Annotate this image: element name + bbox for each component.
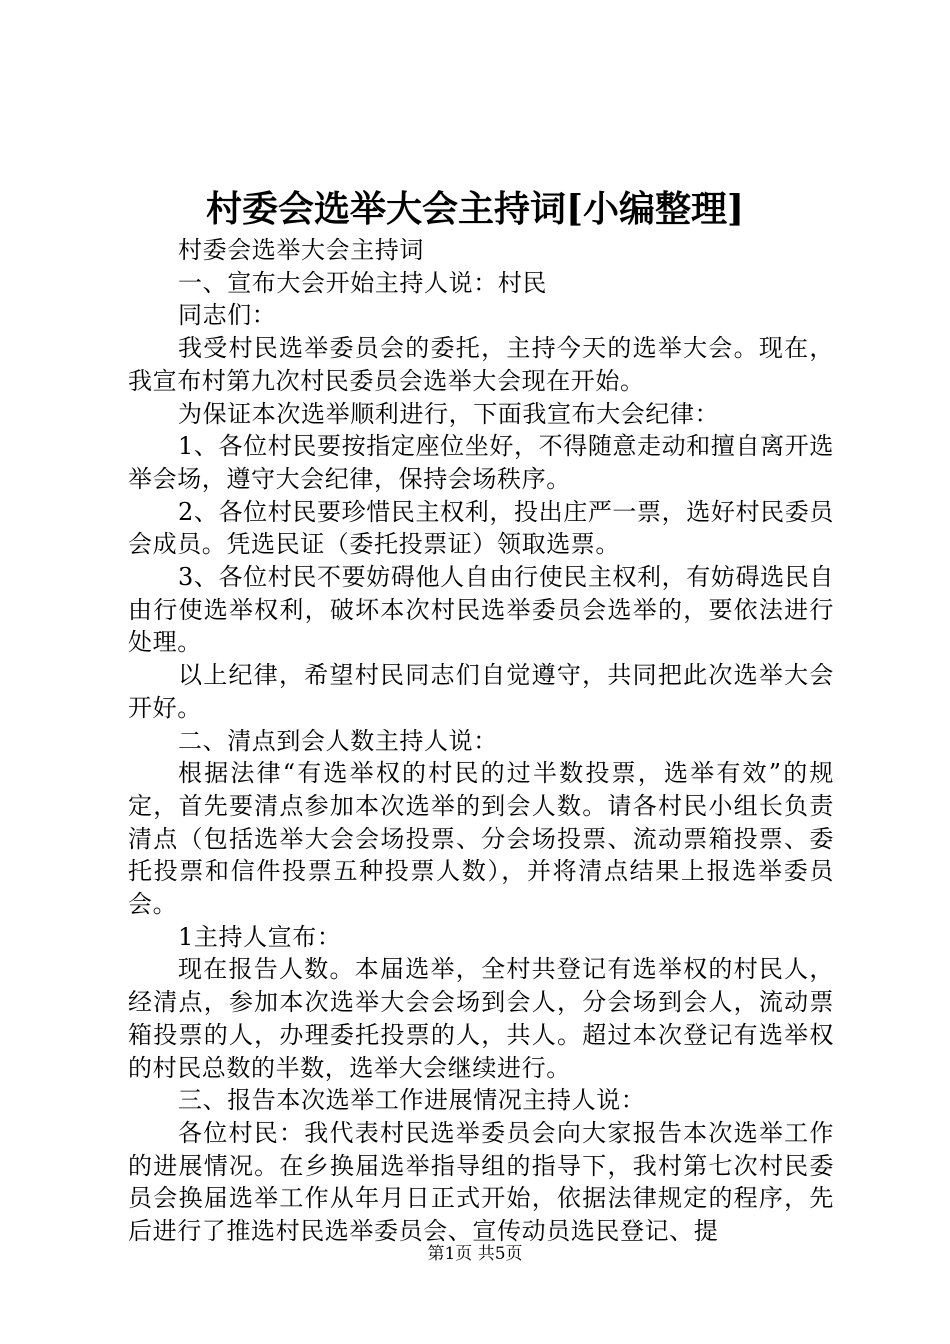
paragraph-discipline-closing: 以上纪律，希望村民同志们自觉遵守，共同把此次选举大会开好。 — [128, 661, 834, 722]
paragraph-rule-2: 2、各位村民要珍惜民主权利，投出庄严一票，选好村民委员会成员。凭选民证（委托投票证）领取选票。 — [128, 497, 834, 559]
paragraph-section-1-heading: 一、宣布大会开始主持人说：村民 — [178, 268, 547, 297]
paragraph-host-announce: 1主持人宣布： — [178, 922, 342, 951]
document-title: 村委会选举大会主持词[小编整理] — [205, 188, 745, 230]
paragraph-rule-3: 3、各位村民不要妨碍他人自由行使民主权利，有妨碍选民自由行使选举权利，破坏本次村民选举委员会选举的，要依法进行处理。 — [128, 563, 834, 657]
paragraph-progress-report: 各位村民：我代表村民选举委员会向大家报告本次选举工作的进展情况。在乡换届选举指导组的指导下，我村第七次村民委员会换届选举工作从年月日正式开始，依据法律规定的程序，先后进行了推选村民选举委员会、宣传动员选民登记、提 — [128, 1118, 834, 1246]
paragraph-rule-1: 1、各位村民要按指定座位坐好，不得随意走动和擅自离开选举会场，遵守大会纪律，保持会场秩序。 — [128, 432, 834, 493]
paragraph-discipline-intro: 为保证本次选举顺利进行，下面我宣布大会纪律： — [178, 399, 720, 428]
paragraph-headcount-rule: 根据法律“有选举权的村民的过半数投票，选举有效”的规定，首先要清点参加本次选举的到会人数。请各村民小组长负责清点（包括选举大会会场投票、分会场投票、流动票箱投票、委托投票和信件投票五种投票人数），并将清点结果上报选举委员会。 — [128, 759, 834, 919]
paragraph-headcount-report: 现在报告人数。本届选举，全村共登记有选举权的村民人，经清点，参加本次选举大会会场到会人，分会场到会人，流动票箱投票的人，办理委托投票的人，共人。超过本次登记有选举权的村民总数的半数，选举大会继续进行。 — [128, 955, 834, 1082]
paragraph-subtitle: 村委会选举大会主持词 — [178, 236, 424, 264]
document-body — [128, 234, 834, 1248]
paragraph-opening: 我受村民选举委员会的委托，主持今天的选举大会。现在，我宣布村第九次村民委员会选举大会现在开始。 — [128, 334, 834, 395]
paragraph-greeting: 同志们： — [178, 301, 277, 330]
paragraph-section-3-heading: 三、报告本次选举工作进展情况主持人说： — [178, 1086, 646, 1115]
paragraph-section-2-heading: 二、清点到会人数主持人说： — [178, 726, 498, 755]
page-footer: 第1页 共5页 — [427, 1244, 523, 1264]
